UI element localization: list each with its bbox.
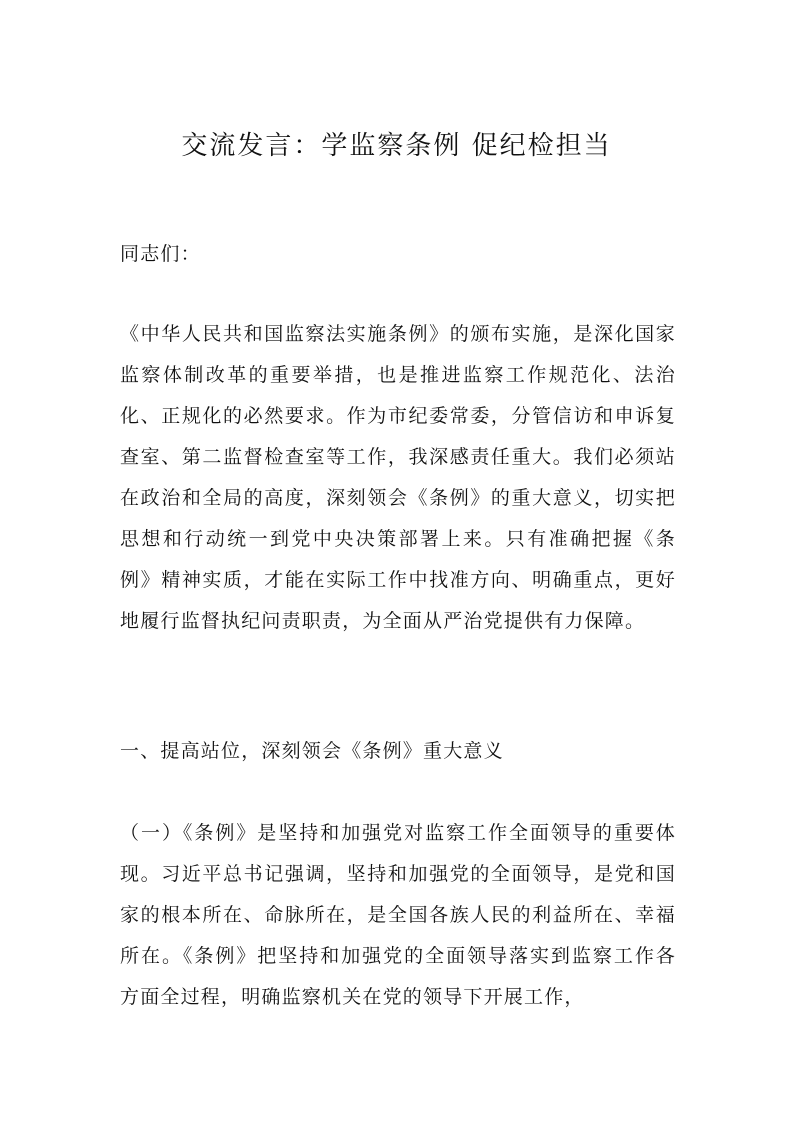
paragraph-section-1-1: （一）《条例》是坚持和加强党对监察工作全面领导的重要体现。习近平总书记强调，坚持和加强党的全面领导，是党和国家的根本所在、命脉所在，是全国各族人民的利益所在、幸福所在。《条例》把坚持和加强党的全面领导落实到监察工作各方面全过程，明确监察机关在党的领导下开展工作， xyxy=(120,822,676,1008)
salutation: 同志们： xyxy=(120,243,201,265)
section-heading-1: 一、提高站位，深刻领会《条例》重大意义 xyxy=(120,740,504,762)
document-title: 交流发言：学监察条例 促纪检担当 xyxy=(181,131,612,161)
paragraph-intro: 《中华人民共和国监察法实施条例》的颁布实施，是深化国家监察体制改革的重要举措，也是推进监察工作规范化、法治化、正规化的必然要求。作为市纪委常委，分管信访和申诉复查室、第二监督检查室等工作，我深感责任重大。我们必须站在政治和全局的高度，深刻领会《条例》的重大意义，切实把思想和行动统一到党中央决策部署上来。只有准确把握《条例》精神实质，才能在实际工作中找准方向、明确重点，更好地履行监督执纪问责职责，为全面从严治党提供有力保障。 xyxy=(120,323,676,632)
